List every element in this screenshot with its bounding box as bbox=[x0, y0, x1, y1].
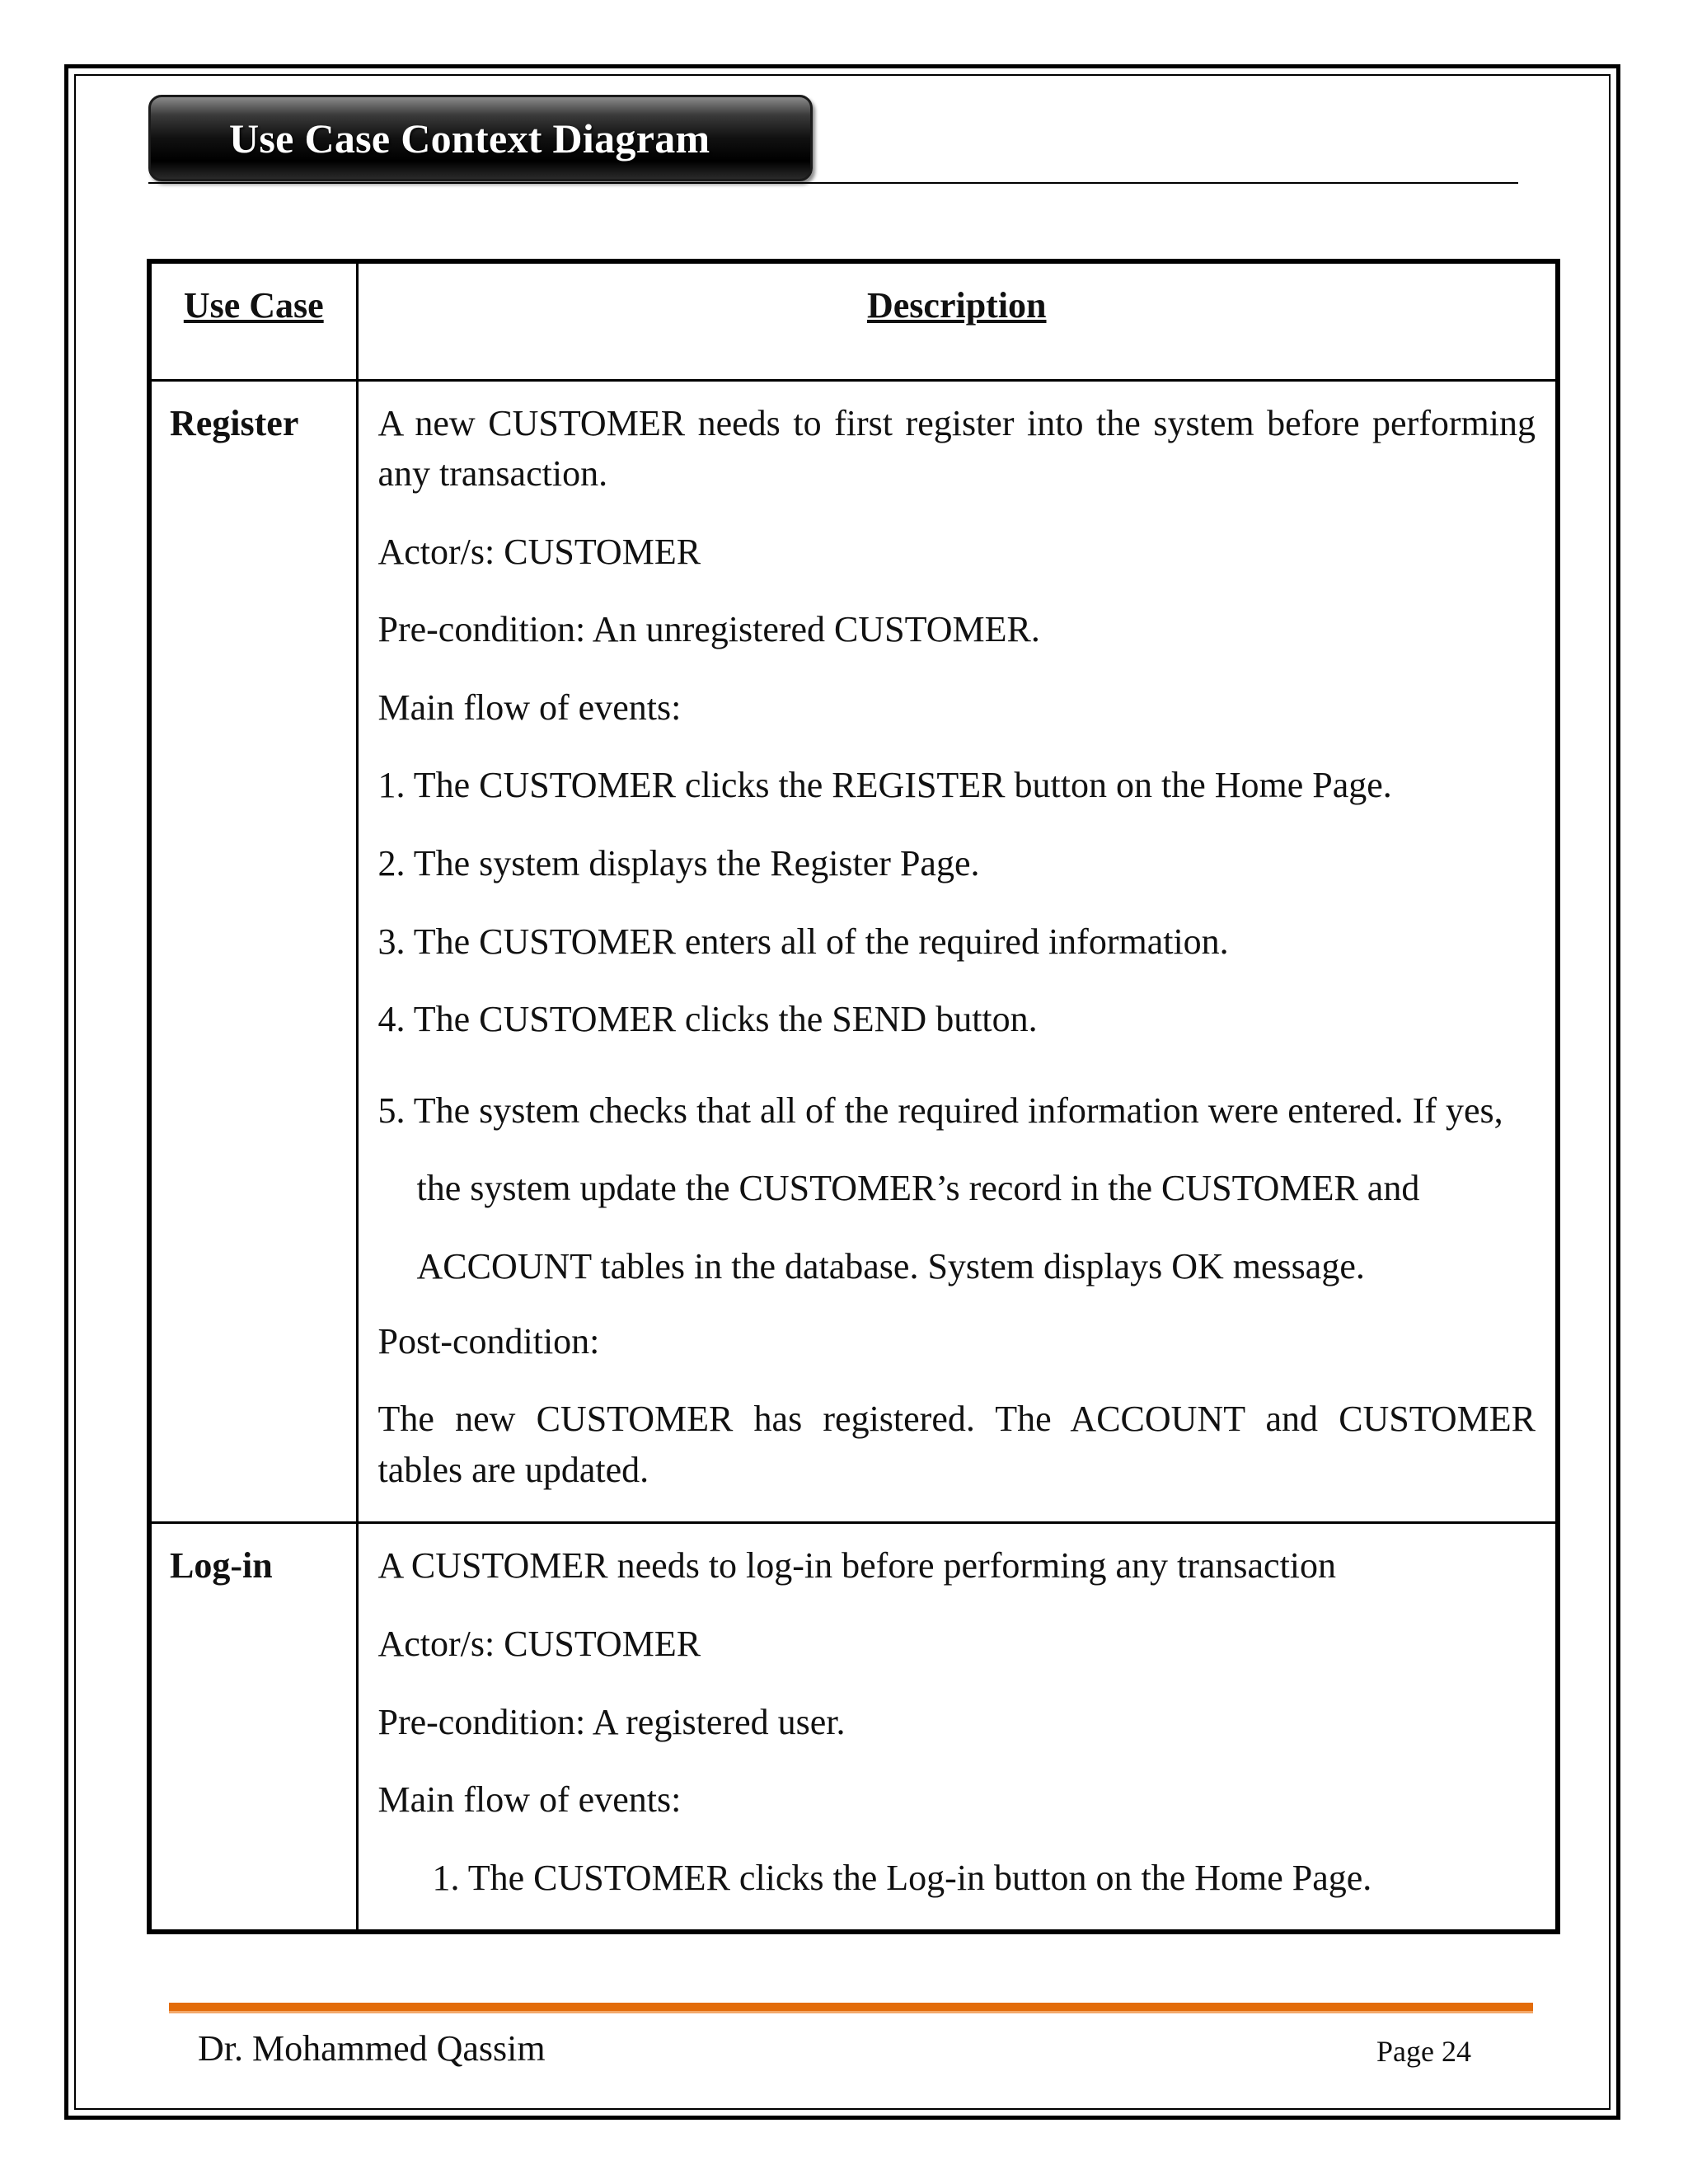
description-intro: A new CUSTOMER needs to first register into the system before performing any transaction. bbox=[377, 402, 1536, 494]
description-precondition: Pre-condition: A registered user. bbox=[377, 1701, 846, 1742]
footer-divider bbox=[169, 2003, 1533, 2013]
description-actors: Actor/s: CUSTOMER bbox=[377, 1624, 701, 1664]
title-underline bbox=[148, 182, 1518, 184]
description-postcondition-label: Post-condition: bbox=[377, 1320, 600, 1361]
page-title: Use Case Context Diagram bbox=[229, 115, 710, 162]
use-case-name: Log-in bbox=[149, 1523, 357, 1932]
column-header-description: Description bbox=[357, 261, 1558, 380]
description-main-flow-label: Main flow of events: bbox=[377, 687, 682, 728]
table-row-register bbox=[149, 380, 1558, 1523]
table-header-row bbox=[149, 261, 1558, 380]
use-case-description bbox=[357, 1523, 1558, 1932]
use-case-table bbox=[147, 259, 1560, 1934]
description-precondition: Pre-condition: An unregistered CUSTOMER. bbox=[377, 609, 1040, 650]
flow-step: 3. The CUSTOMER enters all of the required information. bbox=[377, 921, 1229, 962]
description-intro: A CUSTOMER needs to log-in before performing any transaction bbox=[377, 1545, 1337, 1586]
description-postcondition: The new CUSTOMER has registered. The ACCOUNT and CUSTOMER tables are updated. bbox=[377, 1399, 1536, 1490]
flow-step: 1. The CUSTOMER clicks the REGISTER button on the Home Page. bbox=[377, 765, 1392, 806]
flow-step: 5. The system checks that all of the required information were entered. If yes, the system update the CUSTOMER’s record in the CUSTOMER and ACCOUNT tables in the database. System displays OK message. bbox=[377, 1090, 1503, 1287]
use-case-description bbox=[357, 380, 1558, 1523]
description-actors: Actor/s: CUSTOMER bbox=[377, 531, 701, 572]
page-number: Page 24 bbox=[1376, 2035, 1471, 2068]
use-case-name: Register bbox=[149, 380, 357, 1523]
flow-step: 1. The CUSTOMER clicks the Log-in button on the Home Page. bbox=[432, 1857, 1372, 1898]
flow-step: 4. The CUSTOMER clicks the SEND button. bbox=[377, 999, 1038, 1040]
description-main-flow-label: Main flow of events: bbox=[377, 1779, 682, 1821]
flow-step: 2. The system displays the Register Page. bbox=[377, 843, 980, 884]
column-header-use-case: Use Case bbox=[149, 261, 357, 380]
table-row-login bbox=[149, 1523, 1558, 1932]
title-banner bbox=[148, 95, 813, 181]
footer-author: Dr. Mohammed Qassim bbox=[198, 2028, 546, 2069]
